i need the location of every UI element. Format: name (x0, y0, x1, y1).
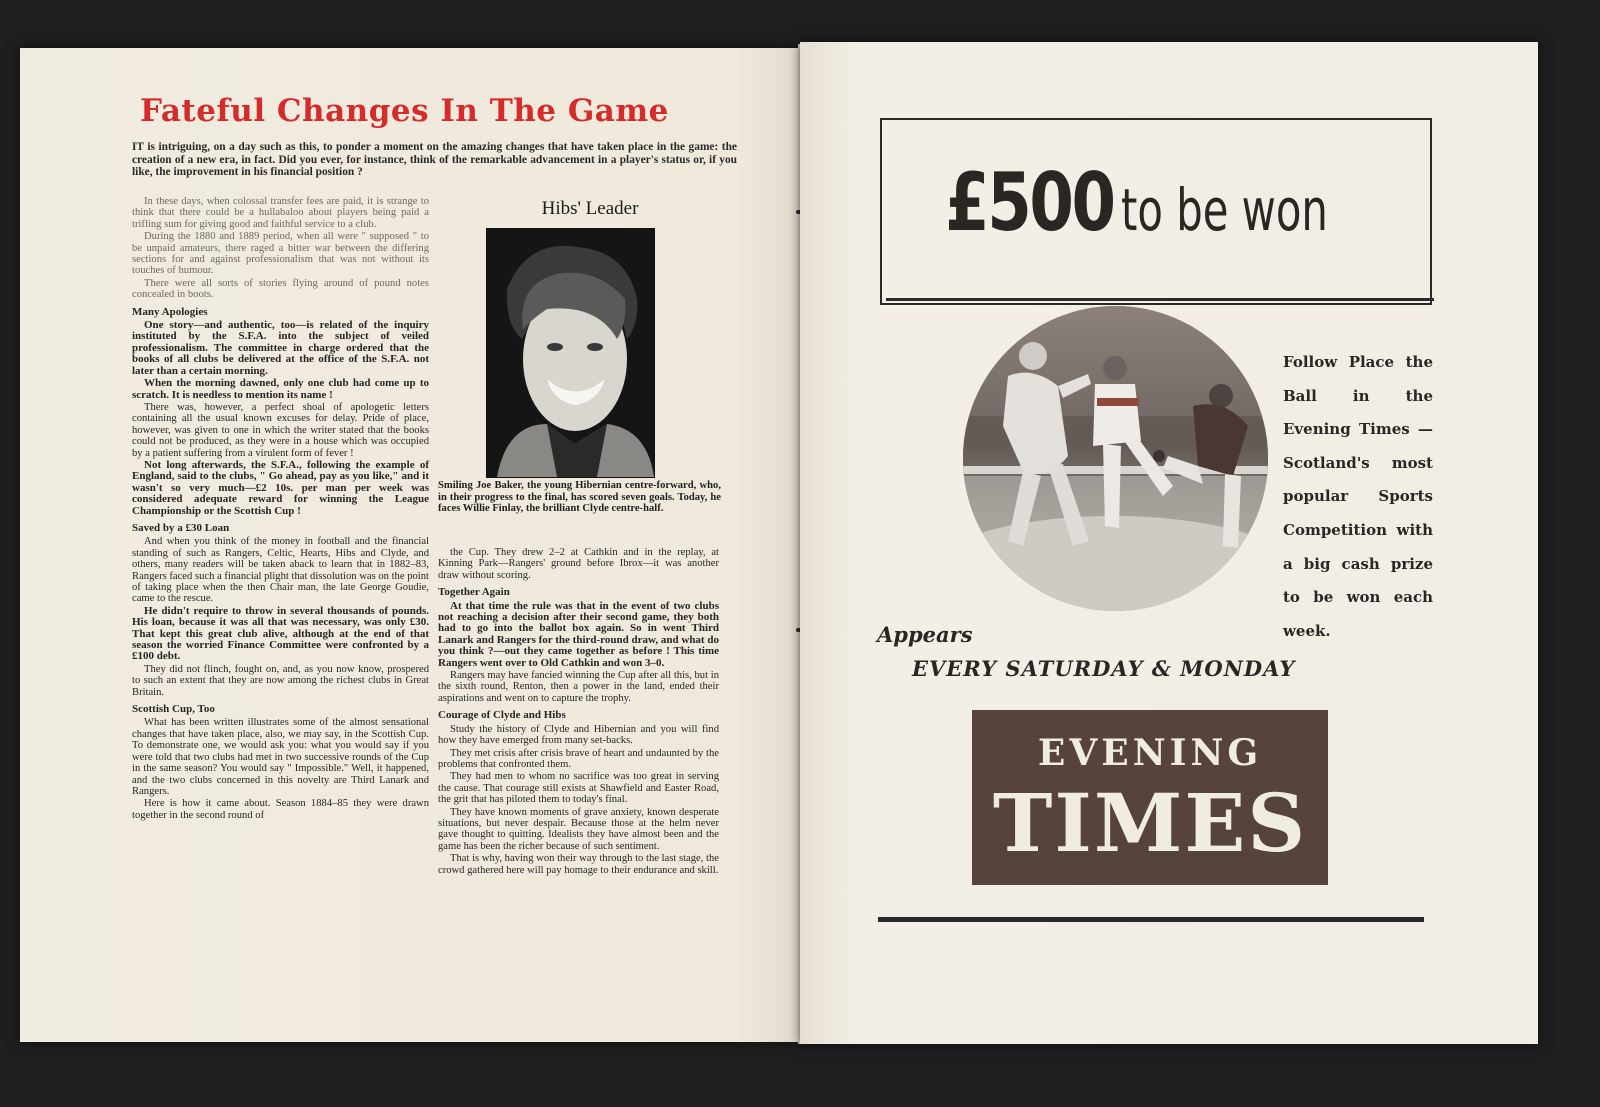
prize-caption: to be won (1121, 176, 1329, 244)
paragraph: What has been written illustrates some of the almost sensational changes that have taken place, also, we may say, in the Scottish Cup. To demonstrate one, we would ask you: what you would say if you were told that two clubs had met in two successive rounds of the Cup in the same season? You would say " Impossible." Well, it happened, and the two clubs concerned in this novelty are Third Lanark and Rangers. (132, 717, 429, 797)
photo-caption: Smiling Joe Baker, the young Hibernian centre-forward, who, in their progress to the final, has scored seven goals. Today, he faces Willie Finlay, the brilliant Clyde centre-half. (438, 480, 721, 515)
left-page (20, 48, 800, 1042)
football-action-photo (963, 306, 1268, 611)
paragraph: In these days, when colossal transfer fees are paid, it is strange to think that there could be a hullabaloo about players being paid a trifling sum for giving good and faithful service to a club. (132, 196, 429, 230)
subheading-scottish-cup: Scottish Cup, Too (132, 703, 215, 716)
paragraph: There were all sorts of stories flying around of pound notes concealed in boots. (132, 277, 429, 301)
appears-label: Appears (877, 622, 973, 647)
paragraph: They did not flinch, fought on, and, as you now know, prospered to such an extent that they are now among the richest clubs in Great Britain. (132, 663, 429, 698)
evening-times-masthead (972, 710, 1328, 885)
right-page-advert (800, 42, 1538, 1044)
subheading-courage: Courage of Clyde and Hibs (438, 709, 566, 722)
paragraph: One story—and authentic, too—is related of the inquiry instituted by the S.F.A. into the subject of veiled professionalism. The committee in charge ordered that the books of all clubs be delivered at the office of the S.F.A. not later than a certain morning. (132, 319, 429, 377)
subheading-together-again: Together Again (438, 586, 510, 599)
sidebar-title: Hibs' Leader (541, 198, 639, 219)
paragraph: That is why, having won their way through to the last stage, the crowd gathered here will pay homage to their endurance and skill. (438, 853, 719, 876)
paragraph: the Cup. They drew 2–2 at Cathkin and in the replay, at Kinning Park—Rangers' ground before Ibrox—it was another draw without scoring. (438, 547, 719, 581)
schedule-label: EVERY SATURDAY & MONDAY (912, 656, 1296, 681)
paragraph: They had men to whom no sacrifice was too great in serving the cause. That courage still exists at Shawfield and Easter Road, the grit that has piloted them to today's final. (438, 771, 719, 806)
bottom-rule (878, 917, 1424, 922)
masthead-evening: EVENING (1037, 732, 1263, 774)
prize-box (880, 118, 1432, 305)
paragraph: Not long afterwards, the S.F.A., following the example of England, said to the clubs, " Go ahead, pay as you like," and it wasn't so very much—£2 10s. per man per week was considered adequate reward for winning the League Championship or the Scottish Cup ! (132, 458, 429, 517)
article-column-2 (438, 547, 719, 877)
paragraph: At that time the rule was that in the event of two clubs not reaching a decision after their second game, they both had to go into the ballot box again. So in went Third Lanark and Rangers for the third-round draw, and what do you think ?—out they came together as before ! This time Rangers went over to Old Cathkin and won 3–0. (438, 599, 719, 669)
subheading-many-apologies: Many Apologies (132, 305, 208, 318)
article-intro: IT is intriguing, on a day such as this, to ponder a moment on the amazing changes that have taken place in the game: the creation of a new era, in fact. Did you ever, for instance, think of the remarkable advancement in a player's status or, if you like, the improvement in his financial position ? (132, 141, 737, 179)
paragraph: He didn't require to throw in several thousands of pounds. His loan, because it was all that was necessary, was only £30. That kept this great club alive, although at the end of that season the worried Finance Committee were confronted by a £100 debt. (132, 604, 429, 663)
paragraph: Study the history of Clyde and Hibernian and you will find how they have emerged from many set-backs. (438, 723, 719, 747)
paragraph: Rangers may have fancied winning the Cup after all this, but in the sixth round, Renton, then a power in the land, ended their aspirations and went on to capture the trophy. (438, 670, 719, 704)
paragraph: And when you think of the money in football and the financial standing of such as Rangers, Celtic, Hearts, Hibs and Clyde, and others, many readers will be taken aback to learn that in 1882–83, Rangers faced such a financial plight that dissolution was on the point of taking place when the then Chair man, the late George Goudie, came to the rescue. (132, 536, 429, 605)
article-column-1 (132, 196, 429, 822)
paragraph: They have known moments of grave anxiety, known desperate situations, but never despair. Because those at the helm never gave thought to quitting. Idealists they have almost been and the game has been the richer because of such sentiment. (438, 806, 719, 852)
prize-amount: £500 (945, 156, 1115, 249)
competition-description: Follow Place the Ball in the Evening Times — Scotland's most popular Sports Competition with a big cash prize to be won each week. (1283, 353, 1433, 640)
paragraph: Here is how it came about. Season 1884–85 they were drawn together in the second round of (132, 798, 429, 821)
paragraph: They met crisis after crisis brave of heart and undaunted by the problems that confronted them. (438, 747, 719, 770)
paragraph: There was, however, a perfect shoal of apologetic letters containing all the usual known excuses for delay. Pride of place, however, was given to one in which the writer stated that the books could not be produced, as they were in a house which was occupied by a patient suffering from a virulent form of fever ! (132, 401, 429, 459)
masthead-times: TIMES (992, 776, 1308, 870)
subheading-saved-by-loan: Saved by a £30 Loan (132, 521, 230, 534)
article-headline: Fateful Changes In The Game (140, 93, 669, 129)
paragraph: During the 1880 and 1889 period, when all were " supposed " to be unpaid amateurs, there raged a bitter war between the differing sections for and against professionalism that was not without its touches of humour. (132, 231, 429, 277)
prize-heading (882, 156, 1430, 249)
paragraph: When the morning dawned, only one club had come up to scratch. It is needless to mention its name ! (132, 377, 429, 401)
player-portrait-photo (486, 228, 655, 478)
